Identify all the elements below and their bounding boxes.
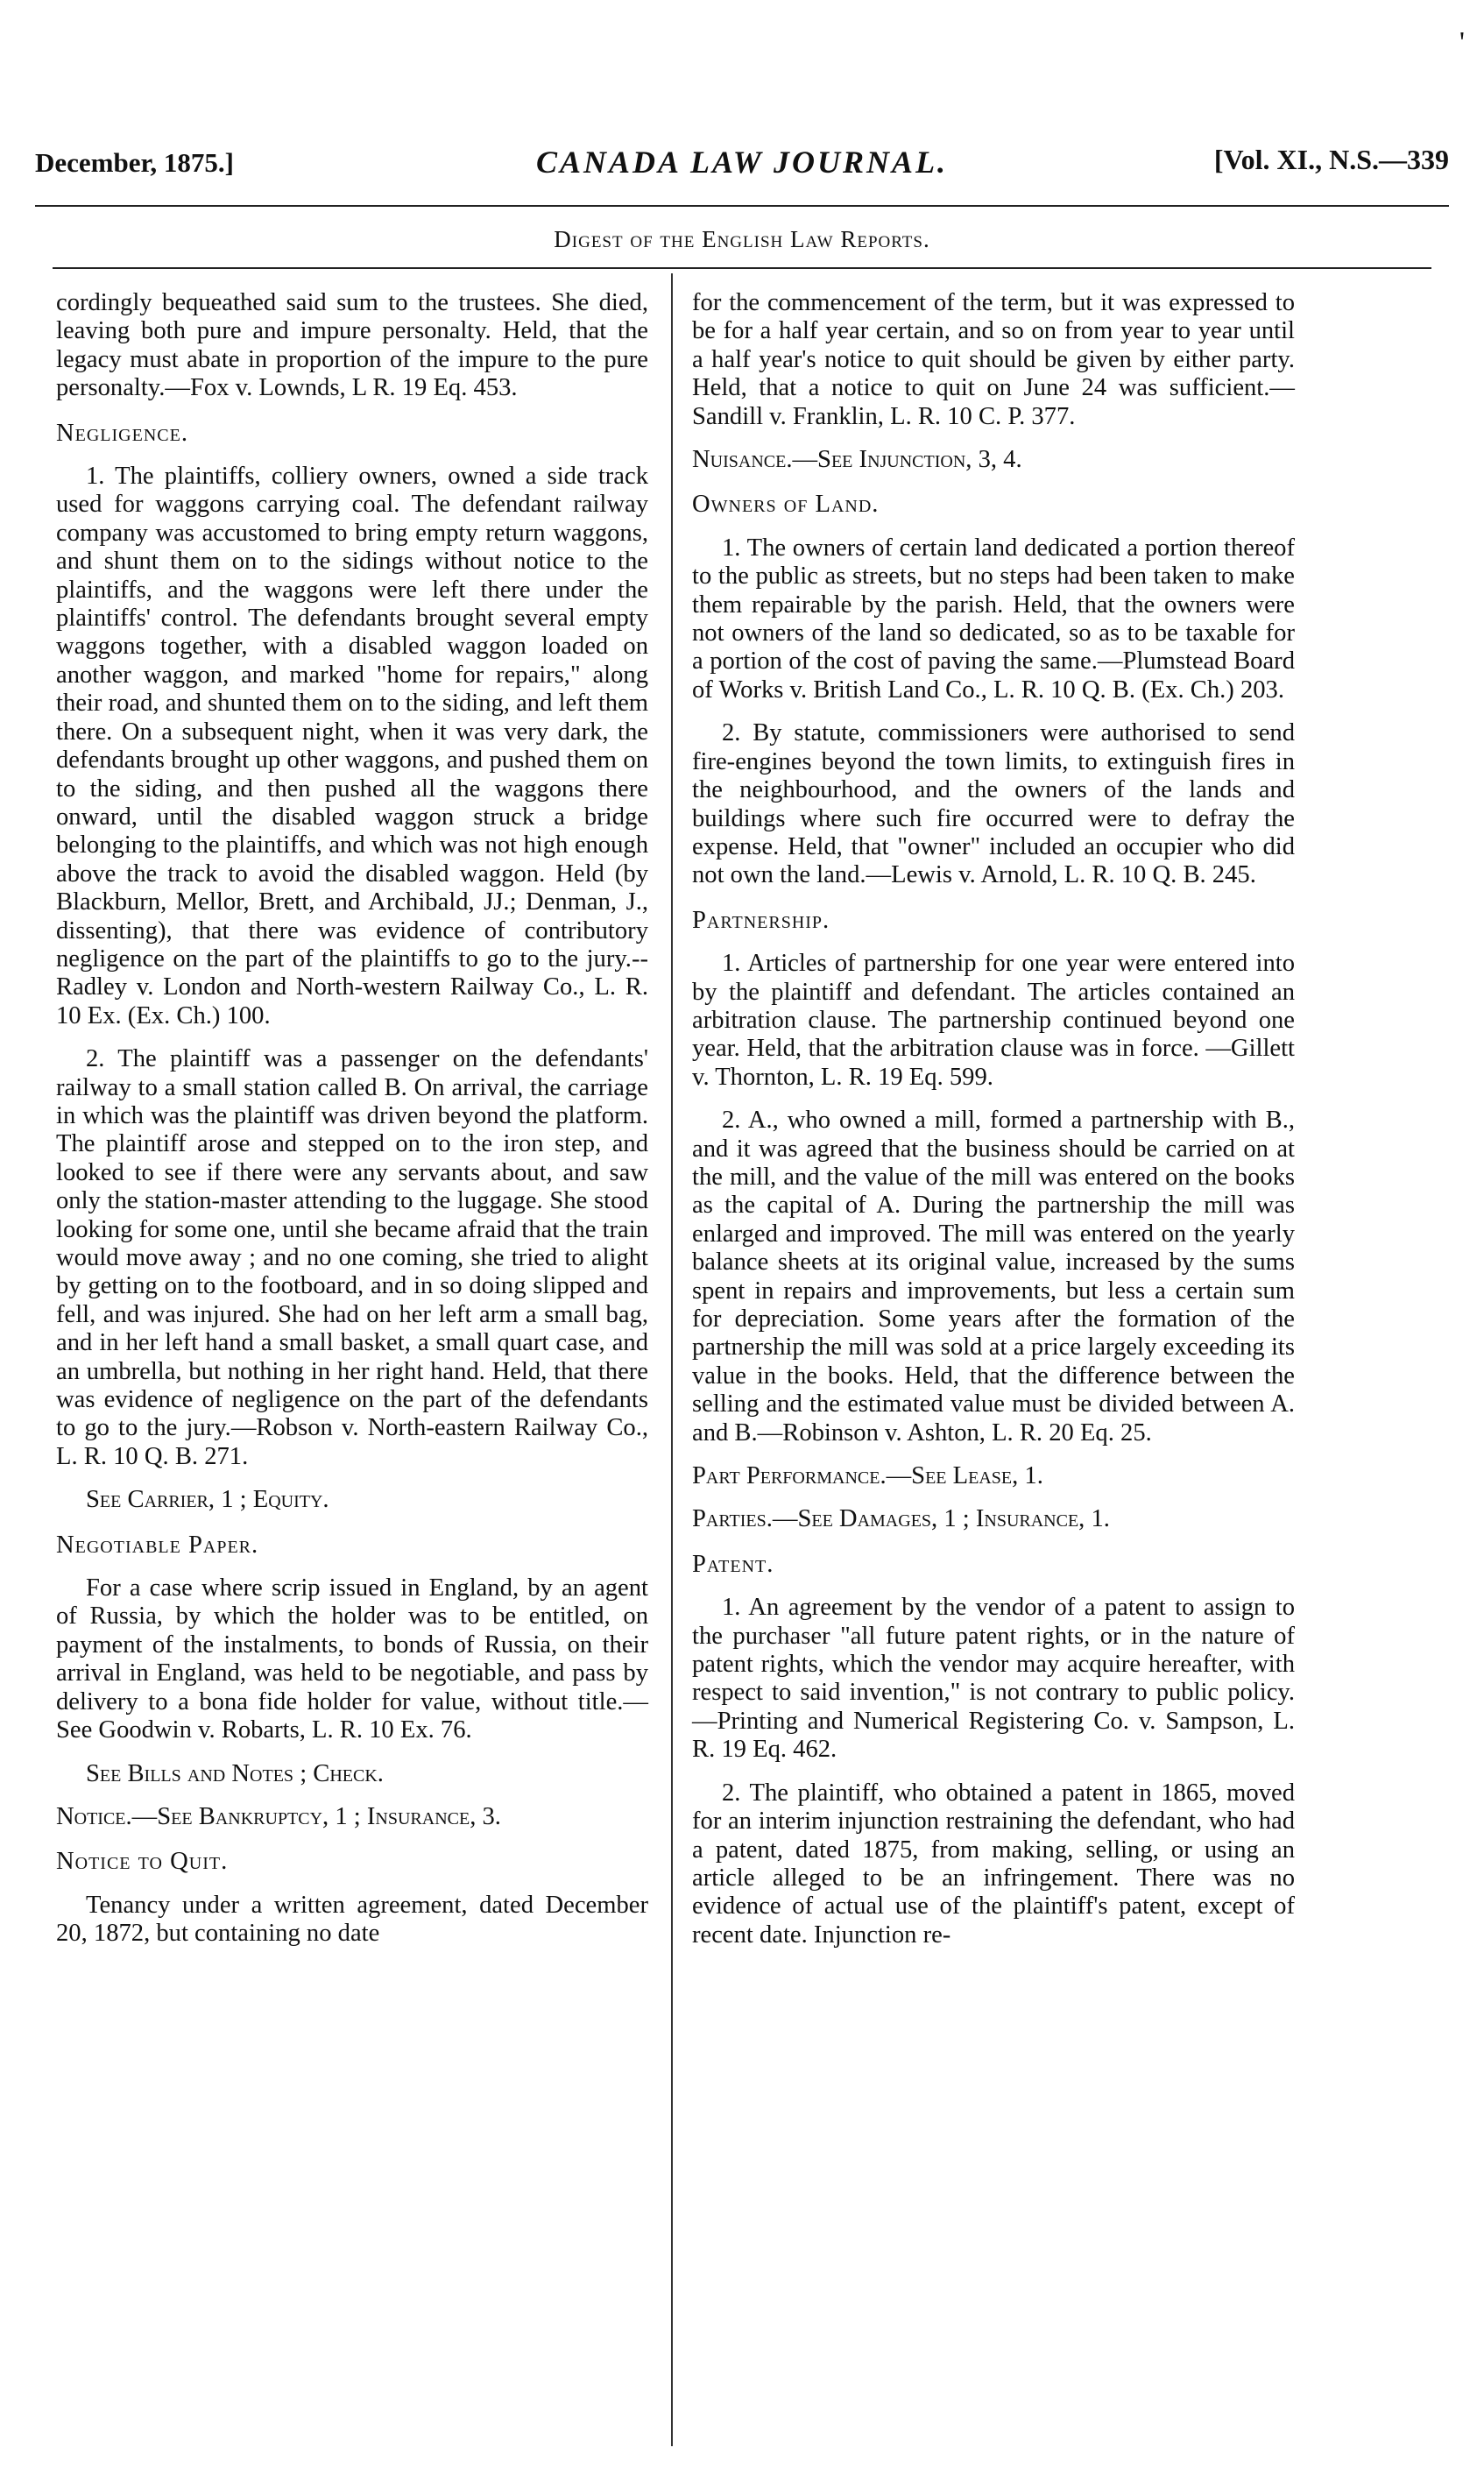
right-column xyxy=(692,289,1295,1964)
section-title: Digest of the English Law Reports. xyxy=(554,226,930,252)
heading-negligence: Negligence. xyxy=(56,419,188,447)
paragraph: 1. An agreement by the vendor of a patent to assign to the purchaser "all future patent rights, or in the nature of patent rights, which the vendor may acquire hereafter, with respect to said invention," is not contrary to public policy.—Printing and Numerical Registering Co. v. Sampson, L. R. 19 Eq. 462. xyxy=(692,1594,1295,1764)
cross-reference: Part Performance.—See Lease, 1. xyxy=(692,1462,1043,1490)
cross-reference: See Bills and Notes ; Check. xyxy=(86,1759,384,1787)
paragraph: 1. Articles of partnership for one year were entered into by the plaintiff and defendant. The articles contained an arbitration clause. The partnership continued beyond one year. Held, that the arbitration clause was in force. —Gillett v. Thornton, L. R. 19 Eq. 599. xyxy=(692,950,1295,1091)
header-volume: [Vol. XI., N.S.—339 xyxy=(1213,144,1449,175)
paragraph: 2. The plaintiff, who obtained a patent in 1865, moved for an interim injunction restraining the defendant, who had a patent, dated 1875, from making, selling, or using an article alleged to be an infringement. There was no evidence of actual use of the plaintiff's patent, except of recent date. Injunction re- xyxy=(692,1779,1295,1949)
cross-reference: Nuisance.—See Injunction, 3, 4. xyxy=(692,446,1022,474)
heading-negotiable-paper: Negotiable Paper. xyxy=(56,1531,259,1559)
paragraph: 2. A., who owned a mill, formed a partnership with B., and it was agreed that the business should be carried on at the mill, and the value of the mill was entered on the books as the capital of A. During the partnership the mill was enlarged and improved. The mill was entered on the yearly balance sheets at its original value, increased by the sums spent in repairs and improvements, but less a certain sum for depreciation. Some years after the formation of the partnership the mill was sold at a price largely exceeding its value in the books. Held, that the difference between the selling and the estimated value must be divided between A. and B.—Robinson v. Ashton, L. R. 20 Eq. 25. xyxy=(692,1107,1295,1447)
paragraph: 2. The plaintiff was a passenger on the defendants' railway to a small station called B. On arrival, the carriage in which was the plaintiff was driven beyond the platform. The plaintiff arose and stepped on to the iron step, and looked to see if there were any servants about, and saw only the station-master attending to the luggage. She stood looking for some one, until she became afraid that the train would move away ; and no one coming, she tried to alight by getting on to the footboard, and in so doing slipped and fell, and was injured. She had on her left arm a small bag, and in her left hand a small basket, a small quart case, and an umbrella, but nothing in her right hand. Held, that there was evidence of negligence on the part of the defendants to go to the jury.—Robson v. North-eastern Railway Co., L. R. 10 Q. B. 271. xyxy=(56,1045,648,1470)
column-divider xyxy=(671,273,673,2446)
heading-patent: Patent. xyxy=(692,1550,774,1578)
paragraph: 1. The owners of certain land dedicated a portion thereof to the public as streets, but no steps had been taken to make them repairable by the parish. Held, that the owners were not owners of the land so dedicated, so as to be taxable for a portion of the cost of paving the same.—Plumstead Board of Works v. British Land Co., L. R. 10 Q. B. (Ex. Ch.) 203. xyxy=(692,534,1295,704)
paragraph: 2. By statute, commissioners were authorised to send fire-engines beyond the town limits, to extinguish fires in the neighbourhood, and the owners of the lands and buildings where such fire occurred were to defray the expense. Held, that "owner" included an occupier who did not own the land.—Lewis v. Arnold, L. R. 10 Q. B. 245. xyxy=(692,719,1295,889)
paragraph: For a case where scrip issued in England, by an agent of Russia, by which the holder was to be entitled, on payment of the instalments, to bonds of Russia, on their arrival in England, was held to be negotiable, and pass by delivery to a bona fide holder for value, without title.—See Goodwin v. Robarts, L. R. 10 Ex. 76. xyxy=(56,1574,648,1744)
cross-reference: Notice.—See Bankruptcy, 1 ; Insurance, 3. xyxy=(56,1802,501,1830)
paragraph: 1. The plaintiffs, colliery owners, owned a side track used for waggons carrying coal. The defendant railway company was accustomed to bring empty return waggons, and shunt them on to the sidings without notice to the plaintiffs, and the waggons were left there under the plaintiffs' control. The defendants brought several empty waggons together, with a disabled waggon loaded on another waggon, and marked "home for repairs," along their road, and shunted them on to the siding, and left them there. On a subsequent night, when it was very dark, the defendants brought up other waggons, and pushed them on to the siding, and then pushed all the waggons there onward, until the disabled waggon struck a bridge belonging to the plaintiffs, and which was not high enough above the track to avoid the disabled waggon. Held (by Blackburn, Mellor, Brett, and Archibald, JJ.; Denman, J., dissenting), that there was evidence of contributory negligence on the part of the plaintiffs to go to the jury.--Radley v. London and North-western Railway Co., L. R. 10 Ex. (Ex. Ch.) 100. xyxy=(56,463,648,1029)
section-rule xyxy=(53,267,1431,269)
paragraph: cordingly bequeathed said sum to the trustees. She died, leaving both pure and impure personalty. Held, that the legacy must abate in proportion of the impure to the pure personalty.—Fox v. Lownds, L R. 19 Eq. 453. xyxy=(56,289,648,402)
header-date: December, 1875.] xyxy=(35,147,234,178)
heading-partnership: Partnership. xyxy=(692,906,830,934)
left-column xyxy=(56,289,648,1963)
header-journal-title: CANADA LAW JOURNAL. xyxy=(535,145,949,180)
paragraph: for the commencement of the term, but it was expressed to be for a half year certain, and so on from year to year until a half year's notice to quit should be given by either party. Held, that a notice to quit on June 24 was sufficient.—Sandill v. Franklin, L. R. 10 C. P. 377. xyxy=(692,289,1295,430)
heading-owners-of-land: Owners of Land. xyxy=(692,491,880,519)
running-header xyxy=(35,144,1449,191)
paragraph: Tenancy under a written agreement, dated December 20, 1872, but containing no date xyxy=(56,1891,648,1948)
cross-reference: See Carrier, 1 ; Equity. xyxy=(86,1486,329,1514)
corner-mark: ' xyxy=(1459,26,1465,59)
heading-notice-to-quit: Notice to Quit. xyxy=(56,1848,229,1876)
cross-reference: Parties.—See Damages, 1 ; Insurance, 1. xyxy=(692,1505,1110,1533)
header-rule xyxy=(35,205,1449,207)
